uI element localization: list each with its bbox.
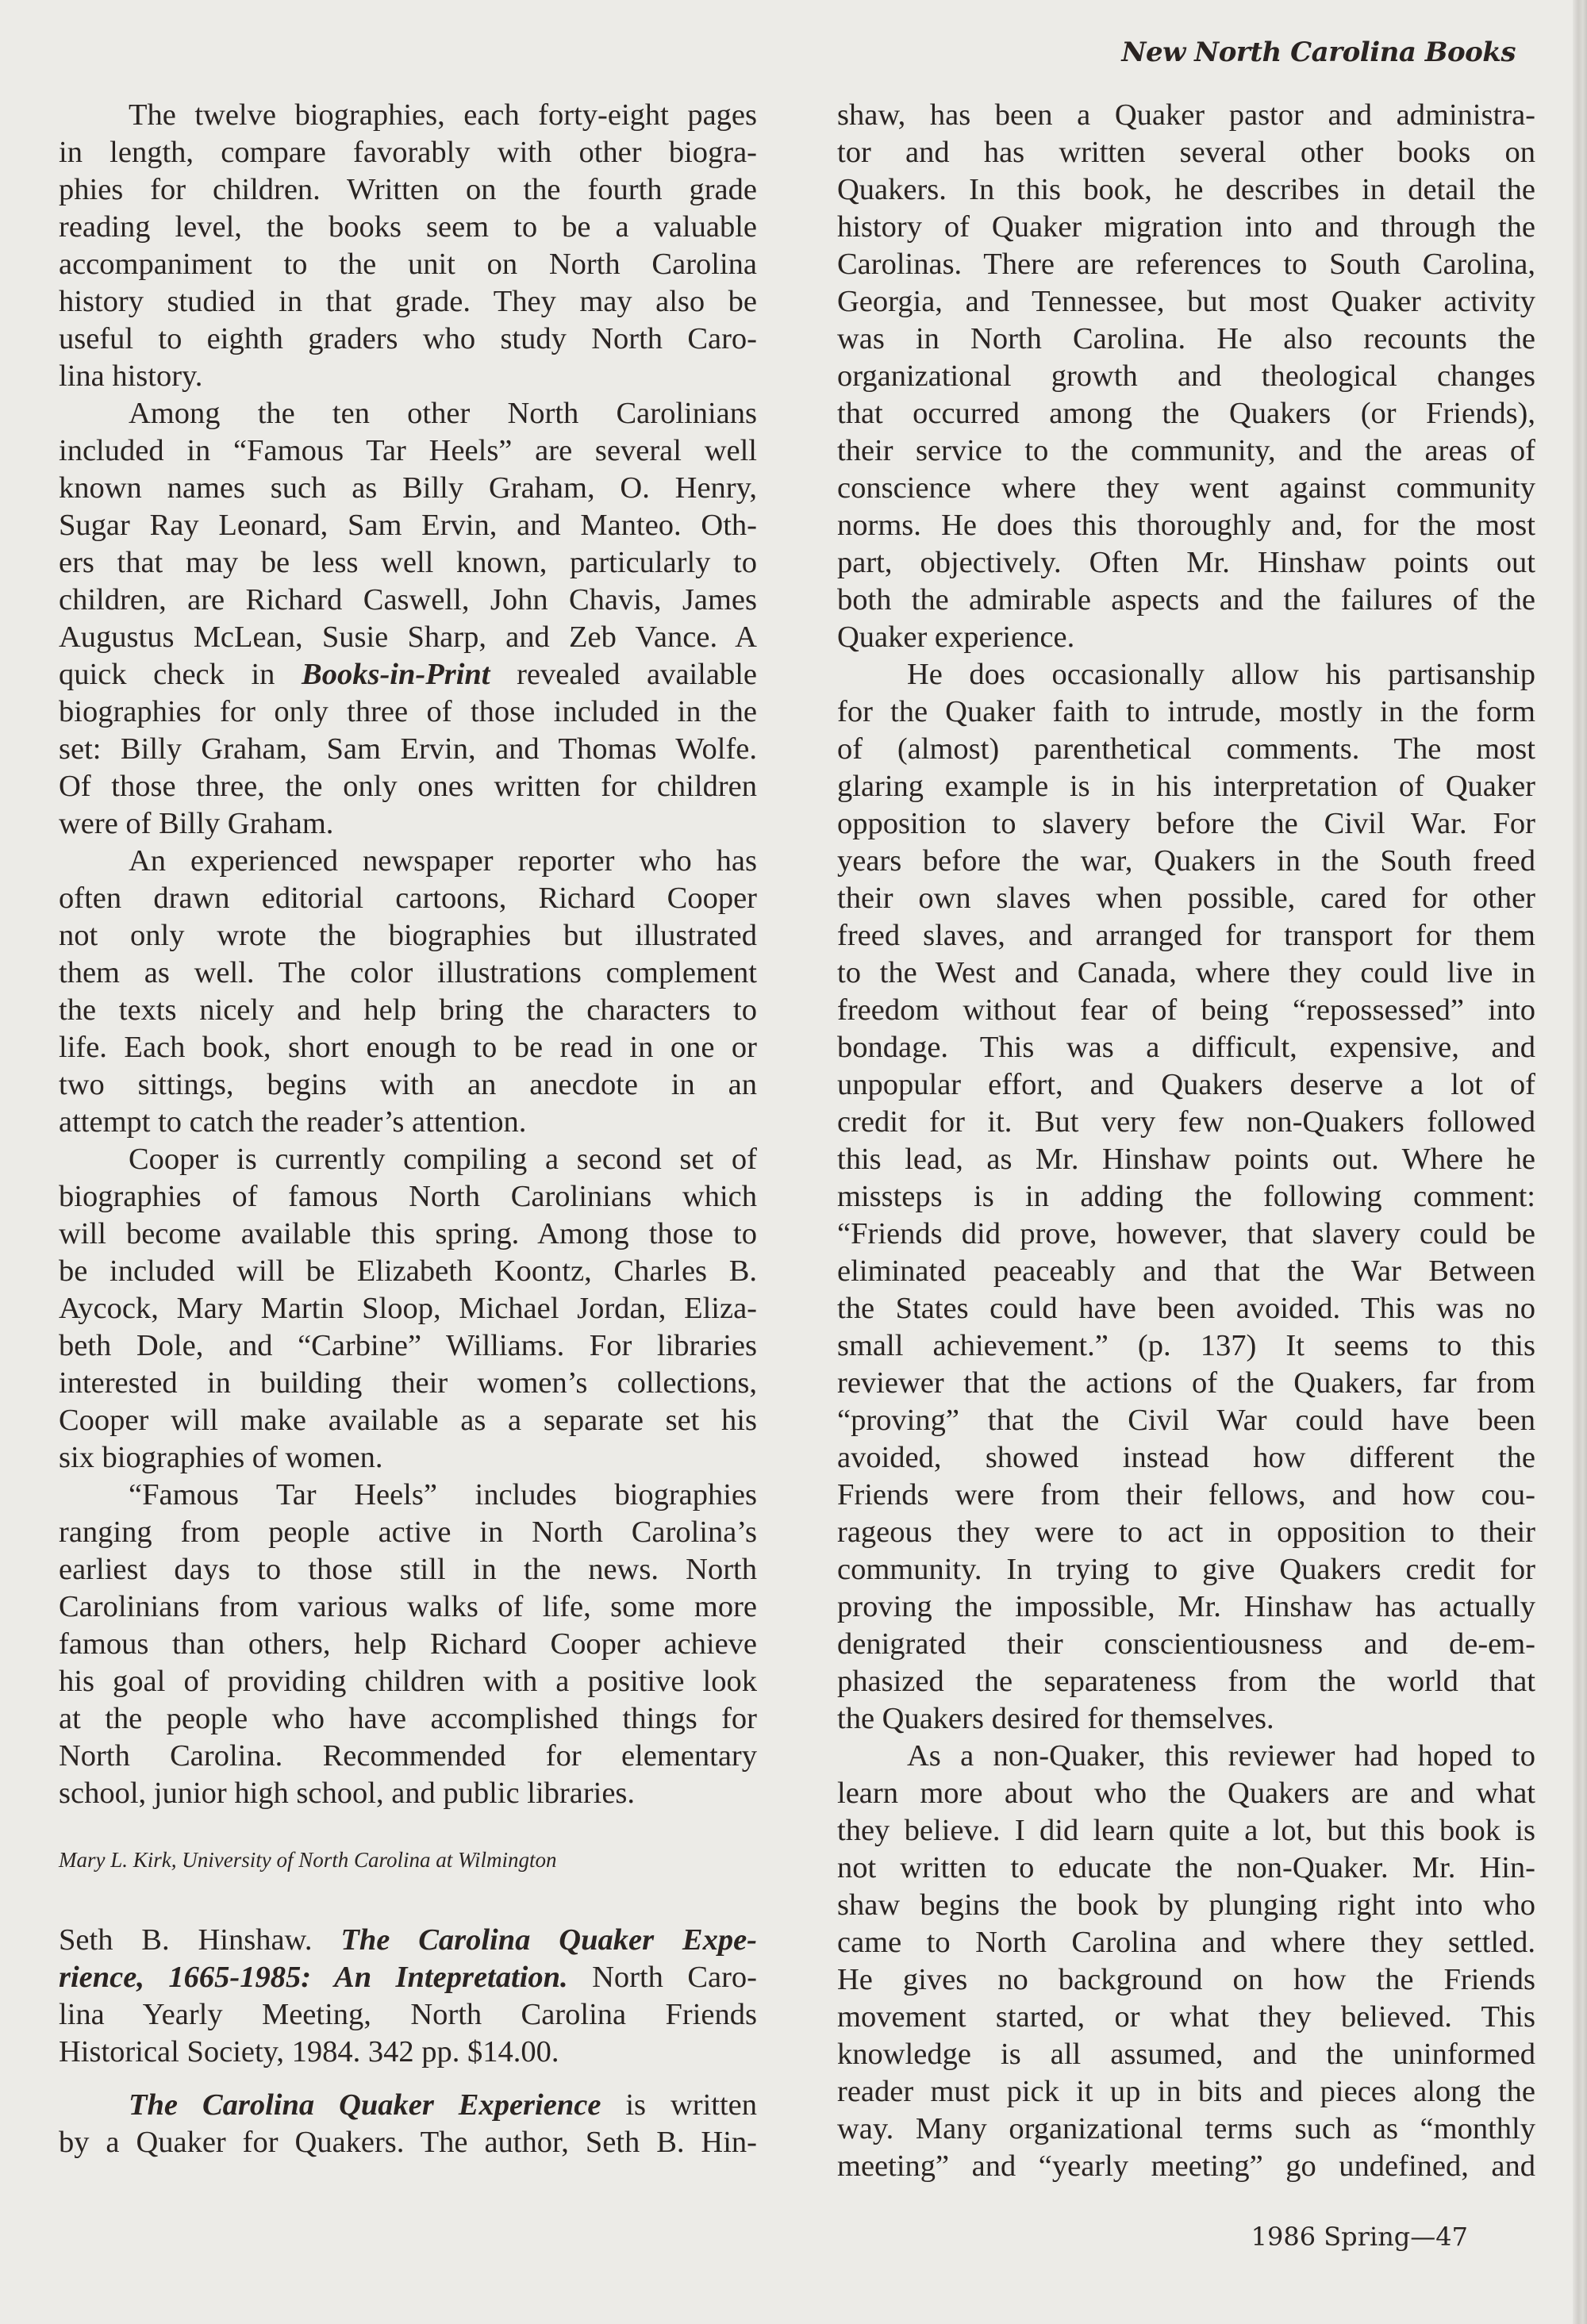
- text-line: reader must pick it up in bits and pieces along the: [837, 2075, 1535, 2108]
- text-line: The twelve biographies, each forty-eight pages: [129, 98, 757, 132]
- right-column: [837, 97, 1535, 2185]
- text-line: community. In trying to give Quakers credit for: [837, 1553, 1535, 1586]
- text-line: attempt to catch the reader’s attention.: [59, 1105, 527, 1139]
- text-line: [59, 1996, 757, 2034]
- text-line: Sugar Ray Leonard, Sam Ervin, and Manteo. Oth-: [59, 509, 757, 542]
- text-line: this lead, as Mr. Hinshaw points out. Where he: [837, 1143, 1535, 1176]
- text-line: shaw begins the book by plunging right into who: [837, 1888, 1535, 1922]
- text-line: the States could have been avoided. This was no: [837, 1292, 1535, 1325]
- text-line: [59, 2034, 757, 2071]
- text-line: Cooper will make available as a separate set his: [59, 1404, 757, 1437]
- text-line: lina history.: [59, 359, 203, 393]
- review-body-quaker-experience: [837, 97, 1535, 2185]
- text-line: meeting” and “yearly meeting” go undefined, and: [837, 2149, 1535, 2183]
- text-line: children, are Richard Caswell, John Chavis, James: [59, 583, 757, 617]
- text-run: quick check in: [59, 658, 302, 691]
- text-line: useful to eighth graders who study North Caro-: [59, 322, 757, 355]
- running-head: New North Carolina Books: [1121, 36, 1516, 68]
- book-title: rience, 1665-1985: An Intepretation.: [59, 1961, 568, 1994]
- text-line: the texts nicely and help bring the characters to: [59, 993, 757, 1027]
- text-line: both the admirable aspects and the failures of the: [837, 583, 1535, 617]
- text-line: biographies of famous North Carolinians which: [59, 1180, 757, 1213]
- text-line: part, objectively. Often Mr. Hinshaw points out: [837, 546, 1535, 579]
- text-line: phasized the separateness from the world that: [837, 1665, 1535, 1698]
- text-line: at the people who have accomplished things for: [59, 1702, 757, 1735]
- text-line: Cooper is currently compiling a second set of: [129, 1143, 757, 1176]
- text-line: [59, 1922, 757, 1959]
- text-run: North Caro-: [567, 1961, 757, 1994]
- text-line: were of Billy Graham.: [59, 807, 334, 840]
- text-line: rageous they were to act in opposition to their: [837, 1515, 1535, 1549]
- text-line: learn more about who the Quakers are and what: [837, 1777, 1535, 1810]
- text-line: six biographies of women.: [59, 1441, 383, 1474]
- paragraph-gap: [59, 2071, 757, 2087]
- text-line: ers that may be less well known, particularly to: [59, 546, 757, 579]
- text-line: often drawn editorial cartoons, Richard Cooper: [59, 882, 757, 915]
- text-line: history studied in that grade. They may also be: [59, 285, 757, 318]
- text-line: was in North Carolina. He also recounts the: [837, 322, 1535, 355]
- text-line: knowledge is all assumed, and the uninformed: [837, 2038, 1535, 2071]
- text-line: Of those three, the only ones written for children: [59, 770, 757, 803]
- text-line: credit for it. But very few non-Quakers followed: [837, 1105, 1535, 1139]
- text-line: famous than others, help Richard Cooper achieve: [59, 1627, 757, 1661]
- text-line: ranging from people active in North Carolina’s: [59, 1515, 757, 1549]
- text-line: Augustus McLean, Susie Sharp, and Zeb Vance. A: [59, 620, 757, 654]
- text-line: Carolinas. There are references to South Carolina,: [837, 248, 1535, 281]
- review-body-famous-tar-heels: [59, 97, 757, 1812]
- text-run: lina Yearly Meeting, North Carolina Friends: [59, 1998, 757, 2031]
- text-line: included in “Famous Tar Heels” are several well: [59, 434, 757, 467]
- text-line: that occurred among the Quakers (or Friends),: [837, 397, 1535, 430]
- text-line: for the Quaker faith to intrude, mostly in the form: [837, 695, 1535, 728]
- text-line: their own slaves when possible, cared for other: [837, 882, 1535, 915]
- text-line: Quakers. In this book, he describes in detail the: [837, 173, 1535, 206]
- text-line: [59, 656, 757, 693]
- text-line: school, junior high school, and public libraries.: [59, 1777, 636, 1810]
- text-line: denigrated their conscientiousness and de-em-: [837, 1627, 1535, 1661]
- text-line: shaw, has been a Quaker pastor and administra-: [837, 98, 1535, 132]
- book-citation: [59, 1922, 757, 2071]
- text-line: “Famous Tar Heels” includes biographies: [129, 1478, 757, 1512]
- text-line: As a non-Quaker, this reviewer had hoped to: [907, 1739, 1535, 1773]
- text-line: “proving” that the Civil War could have been: [837, 1404, 1535, 1437]
- text-line: came to North Carolina and where they settled.: [837, 1926, 1535, 1959]
- text-line: to the West and Canada, where they could live in: [837, 956, 1535, 989]
- text-line: bondage. This was a difficult, expensive, and: [837, 1031, 1535, 1064]
- text-line: Quaker experience.: [837, 620, 1075, 654]
- text-line: norms. He does this thoroughly and, for the most: [837, 509, 1535, 542]
- text-line: organizational growth and theological changes: [837, 359, 1535, 393]
- text-line: them as well. The color illustrations complement: [59, 956, 757, 989]
- text-run: revealed available: [490, 658, 757, 691]
- text-line: they believe. I did learn quite a lot, but this book is: [837, 1814, 1535, 1847]
- text-line: history of Quaker migration into and through the: [837, 210, 1535, 244]
- text-run: by a Quaker for Quakers. The author, Seth B. Hin-: [59, 2126, 757, 2159]
- text-line: opposition to slavery before the Civil War. For: [837, 807, 1535, 840]
- text-line: known names such as Billy Graham, O. Henry,: [59, 471, 757, 505]
- text-line: reading level, the books seem to be a valuable: [59, 210, 757, 244]
- text-line: movement started, or what they believed. This: [837, 2000, 1535, 2034]
- text-line: conscience where they went against community: [837, 471, 1535, 505]
- text-run: Seth B. Hinshaw.: [59, 1923, 341, 1957]
- text-line: He does occasionally allow his partisanship: [907, 658, 1535, 691]
- left-column: [59, 97, 757, 2161]
- text-line: An experienced newspaper reporter who has: [129, 844, 757, 878]
- text-line: Friends were from their fellows, and how cou-: [837, 1478, 1535, 1512]
- text-line: his goal of providing children with a positive look: [59, 1665, 757, 1698]
- section-gap: [59, 1884, 757, 1922]
- text-line: way. Many organizational terms such as “monthly: [837, 2112, 1535, 2145]
- text-line: of (almost) parenthetical comments. The most: [837, 732, 1535, 766]
- text-line: biographies for only three of those included in the: [59, 695, 757, 728]
- text-line: earliest days to those still in the news. North: [59, 1553, 757, 1586]
- text-line: be included will be Elizabeth Koontz, Charles B.: [59, 1254, 757, 1288]
- text-line: not only wrote the biographies but illustrated: [59, 919, 757, 952]
- text-line: Georgia, and Tennessee, but most Quaker activity: [837, 285, 1535, 318]
- text-line: set: Billy Graham, Sam Ervin, and Thomas Wolfe.: [59, 732, 757, 766]
- book-title: The Carolina Quaker Expe-: [340, 1923, 758, 1957]
- page-edge: [1573, 0, 1587, 2324]
- text-line: tor and has written several other books on: [837, 136, 1535, 169]
- text-line: [59, 1959, 757, 1996]
- text-line: in length, compare favorably with other biogra-: [59, 136, 757, 169]
- text-line: missteps is in adding the following comment:: [837, 1180, 1535, 1213]
- text-line: eliminated peaceably and that the War Between: [837, 1254, 1535, 1288]
- review-body-quaker-experience-start: [59, 2087, 757, 2161]
- text-line: interested in building their women’s collections,: [59, 1366, 757, 1400]
- text-run: Historical Society, 1984. 342 pp. $14.00.: [59, 2035, 559, 2069]
- text-line: freed slaves, and arranged for transport for them: [837, 919, 1535, 952]
- text-line: North Carolina. Recommended for elementary: [59, 1739, 757, 1773]
- text-line: life. Each book, short enough to be read in one or: [59, 1031, 757, 1064]
- text-line: freedom without fear of being “repossessed” into: [837, 993, 1535, 1027]
- text-line: phies for children. Written on the fourth grade: [59, 173, 757, 206]
- text-run: is written: [601, 2088, 757, 2122]
- text-line: beth Dole, and “Carbine” Williams. For libraries: [59, 1329, 757, 1362]
- text-line: reviewer that the actions of the Quakers, far from: [837, 1366, 1535, 1400]
- text-line: glaring example is in his interpretation of Quaker: [837, 770, 1535, 803]
- text-line: the Quakers desired for themselves.: [837, 1702, 1274, 1735]
- reviewer-byline: Mary L. Kirk, University of North Carolina at Wilmington: [59, 1848, 557, 1872]
- text-line: their service to the community, and the areas of: [837, 434, 1535, 467]
- text-line: accompaniment to the unit on North Carolina: [59, 248, 757, 281]
- text-line: Aycock, Mary Martin Sloop, Michael Jordan, Eliza-: [59, 1292, 757, 1325]
- text-line: unpopular effort, and Quakers deserve a lot of: [837, 1068, 1535, 1101]
- text-line: avoided, showed instead how different the: [837, 1441, 1535, 1474]
- text-line: Carolinians from various walks of life, some more: [59, 1590, 757, 1623]
- text-line: Among the ten other North Carolinians: [129, 397, 757, 430]
- text-line: years before the war, Quakers in the South freed: [837, 844, 1535, 878]
- text-line: not written to educate the non-Quaker. Mr. Hin-: [837, 1851, 1535, 1884]
- book-title: The Carolina Quaker Experience: [129, 2088, 601, 2122]
- page-folio: 1986 Spring—47: [1251, 2222, 1468, 2252]
- text-line: [59, 2124, 757, 2161]
- text-line: will become available this spring. Among those to: [59, 1217, 757, 1250]
- text-line: small achievement.” (p. 137) It seems to this: [837, 1329, 1535, 1362]
- text-line: He gives no background on how the Friends: [837, 1963, 1535, 1996]
- book-title: Books-in-Print: [302, 658, 490, 691]
- text-line: two sittings, begins with an anecdote in an: [59, 1068, 757, 1101]
- text-line: [59, 2087, 757, 2124]
- text-line: proving the impossible, Mr. Hinshaw has actually: [837, 1590, 1535, 1623]
- text-line: “Friends did prove, however, that slavery could be: [837, 1217, 1535, 1250]
